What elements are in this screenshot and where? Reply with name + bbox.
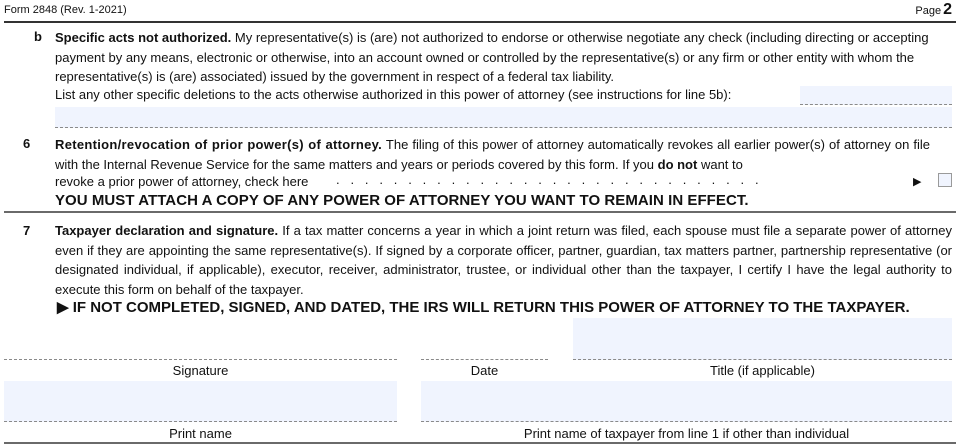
- title-field[interactable]: [573, 318, 952, 360]
- section-7-warning: ▶ IF NOT COMPLETED, SIGNED, AND DATED, THE IRS WILL RETURN THIS POWER OF ATTORNEY TO THE TAXPAYER.: [57, 299, 910, 316]
- date-line[interactable]: [421, 359, 548, 360]
- section-5b-text: [55, 28, 952, 87]
- form-id: Form 2848 (Rev. 1-2021): [4, 4, 127, 16]
- section-6-check-prompt: revoke a prior power of attorney, check here: [55, 174, 309, 189]
- dot-leader: . . . . . . . . . . . . . . . . . . . . . . . . . . . . . .: [336, 172, 759, 187]
- section-6-text: [55, 135, 930, 174]
- signature-label: Signature: [172, 363, 229, 378]
- section-6-number: 6: [23, 136, 31, 151]
- title-input[interactable]: [573, 318, 952, 359]
- section-6-body-bold: do not: [657, 156, 698, 172]
- signature-line[interactable]: [4, 359, 397, 360]
- revoke-prior-checkbox[interactable]: [938, 173, 952, 187]
- page-indicator: [915, 1, 952, 19]
- section-7-text: [55, 221, 952, 299]
- date-label: Date: [470, 363, 499, 378]
- section-6-body-part2: want to: [697, 156, 743, 172]
- section-5b-letter: b: [34, 29, 42, 44]
- section-6-title: Retention/revocation of prior power(s) of attorney.: [55, 137, 383, 152]
- title-label: Title (if applicable): [709, 363, 815, 378]
- arrow-right-icon: ▶: [913, 176, 922, 188]
- taxpayer-name-input[interactable]: [421, 381, 952, 421]
- section-6-warning: YOU MUST ATTACH A COPY OF ANY POWER OF ATTORNEY YOU WANT TO REMAIN IN EFFECT.: [55, 192, 749, 209]
- page-number: 2: [943, 1, 952, 18]
- page-label: Page: [915, 5, 942, 17]
- deletions-field-line2[interactable]: [55, 107, 952, 128]
- deletions-input-line1[interactable]: [800, 86, 952, 104]
- section-5b-body: My representative(s) is (are) not authorized to endorse or otherwise negotiate any check (including directing or accepting payment by any means, electronic or otherwise, into an account owned or controlled by the representative(s) or any firm or other entity with whom the representative(s) is (are) associated) issued by the government in respect of a federal tax liability.: [55, 30, 929, 84]
- print-name-label: Print name: [169, 426, 232, 441]
- section-5b-list-prompt: List any other specific deletions to the acts otherwise authorized in this power of attorney (see instructions for line 5b):: [55, 87, 732, 102]
- deletions-field-line1[interactable]: [800, 86, 952, 105]
- deletions-input-line2[interactable]: [55, 107, 952, 127]
- section-7-title: Taxpayer declaration and signature.: [55, 223, 279, 238]
- section-7-body: If a tax matter concerns a year in which a joint return was filed, each spouse must file a separate power of attorney even if they are appointing the same representative(s). If signed by a corporate officer, partner, guardian, tax matters partner, partnership representative (or designated individual, if applicable), executor, receiver, administrator, trustee, or individual other than the taxpayer, I certify I have the legal authority to execute this form on behalf of the taxpayer.: [55, 223, 952, 297]
- taxpayer-name-field[interactable]: [421, 381, 952, 422]
- taxpayer-name-label: Print name of taxpayer from line 1 if other than individual: [523, 426, 850, 441]
- section-6-body-part1: The filing of this power of attorney automatically revokes all earlier power(s) of attorney on file with the Internal Revenue Service for the same matters and years or periods covered by this form. If you: [55, 137, 930, 172]
- print-name-field[interactable]: [4, 381, 397, 422]
- section-6-rule: [4, 211, 956, 213]
- section-5b-title: Specific acts not authorized.: [55, 30, 232, 45]
- header-rule: [4, 21, 956, 23]
- section-7-number: 7: [23, 223, 31, 238]
- print-name-input[interactable]: [4, 381, 397, 421]
